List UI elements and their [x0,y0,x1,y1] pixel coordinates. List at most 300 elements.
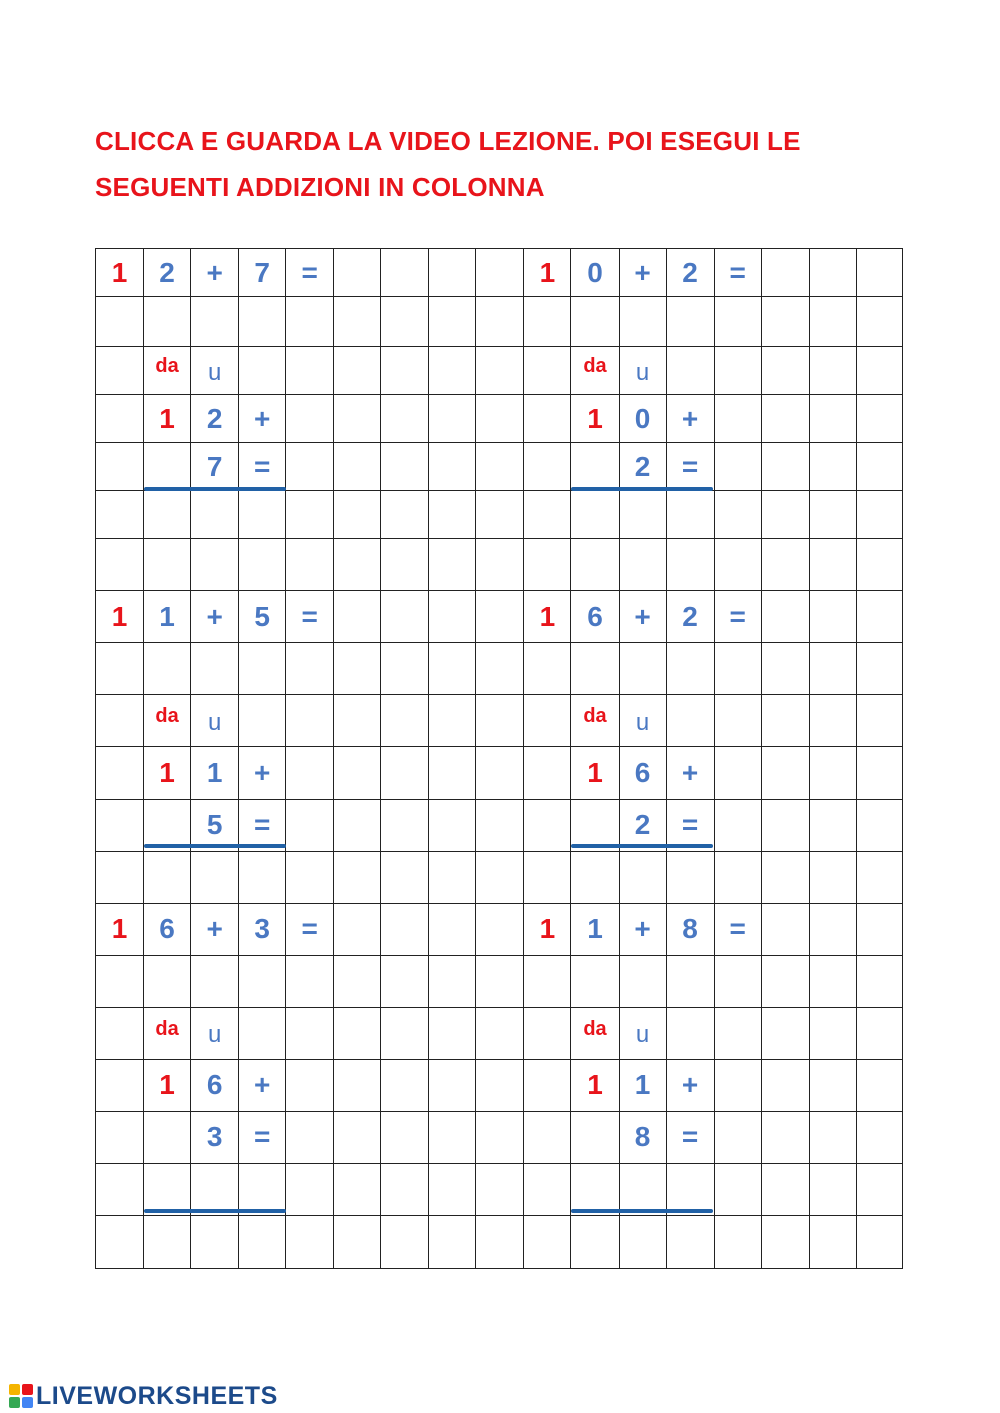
grid-cell [714,347,761,395]
tens-column-label: da [571,695,619,747]
grid-cell [856,491,902,539]
grid-cell [381,747,429,799]
grid-cell [429,491,476,539]
grid-cell [381,1215,429,1268]
grid-cell [239,851,286,903]
grid-cell [619,643,666,695]
answer-tens-cell[interactable] [571,1163,619,1215]
answer-cell[interactable] [381,249,429,297]
grid-cell [334,1059,381,1111]
equation-units-digit: 6 [571,591,619,643]
grid-cell [429,1163,476,1215]
grid-row [96,491,903,539]
grid-cell [524,297,571,347]
grid-cell [381,347,429,395]
grid-cell [761,297,809,347]
grid-row [96,539,903,591]
grid-cell [286,347,334,395]
grid-cell [476,1215,524,1268]
equation-addend: 5 [239,591,286,643]
grid-cell [856,1007,902,1059]
instructions-line-1: CLICCA E GUARDA LA VIDEO LEZIONE. POI ESEGUI LE [95,126,801,156]
grid-cell [381,1007,429,1059]
answer-units-cell[interactable] [191,1163,239,1215]
grid-cell [239,491,286,539]
column-tens-digit: 1 [144,1059,191,1111]
grid-cell [476,539,524,591]
grid-cell [809,1163,856,1215]
grid-cell [714,955,761,1007]
answer-tens-cell[interactable] [571,851,619,903]
grid-cell [714,1007,761,1059]
grid-cell [429,395,476,443]
grid-cell [381,851,429,903]
answer-units-cell[interactable] [191,491,239,539]
grid-cell [714,539,761,591]
grid-cell [429,1007,476,1059]
plus-sign: + [191,903,239,955]
grid-cell [96,955,144,1007]
grid-cell [856,1215,902,1268]
plus-sign: + [619,249,666,297]
grid-cell [524,1007,571,1059]
grid-cell [476,1007,524,1059]
grid-cell [571,643,619,695]
grid-cell [761,955,809,1007]
grid-cell [476,491,524,539]
grid-cell [476,903,524,955]
equation-addend: 3 [239,903,286,955]
grid-cell [809,443,856,491]
equals-sign: = [714,903,761,955]
equals-sign: = [239,799,286,851]
grid-cell [476,347,524,395]
grid-cell [524,1111,571,1163]
grid-cell [809,1007,856,1059]
grid-cell [381,1163,429,1215]
grid-cell [524,1163,571,1215]
grid-row [96,851,903,903]
grid-cell [761,1111,809,1163]
column-units-digit: 6 [191,1059,239,1111]
grid-cell [96,1163,144,1215]
equals-sign: = [239,443,286,491]
grid-cell [476,395,524,443]
grid-cell [334,643,381,695]
column-units-digit: 6 [619,747,666,799]
column-units-digit: 2 [191,395,239,443]
equation-tens-digit: 1 [524,903,571,955]
sum-underline [144,844,286,848]
grid-cell [334,539,381,591]
grid-cell [239,539,286,591]
grid-cell [666,539,714,591]
grid-cell [619,1215,666,1268]
grid-row [96,347,903,395]
equation-addend: 2 [666,591,714,643]
grid-row [96,443,903,491]
grid-row [96,695,903,747]
grid-cell [191,955,239,1007]
grid-cell [381,491,429,539]
answer-cell[interactable] [334,249,381,297]
grid-cell [429,1215,476,1268]
grid-cell [96,747,144,799]
answer-cell[interactable] [856,903,902,955]
equals-sign: = [666,1111,714,1163]
grid-cell [334,851,381,903]
grid-cell [429,443,476,491]
column-units-digit: 0 [619,395,666,443]
grid-cell [286,297,334,347]
grid-cell [239,643,286,695]
grid-cell [809,395,856,443]
answer-cell[interactable] [429,903,476,955]
grid-cell [666,491,714,539]
grid-cell [96,491,144,539]
grid-cell [286,1215,334,1268]
grid-cell [761,539,809,591]
grid-cell [524,955,571,1007]
equals-sign: = [286,591,334,643]
grid-cell [96,1111,144,1163]
equation-units-digit: 6 [144,903,191,955]
grid-cell [286,539,334,591]
grid-cell [191,297,239,347]
grid-cell [334,395,381,443]
column-tens-digit: 1 [571,1059,619,1111]
instructions-line-2: SEGUENTI ADDIZIONI IN COLONNA [95,172,545,202]
grid-cell [429,799,476,851]
grid-cell [761,443,809,491]
grid-cell [476,955,524,1007]
grid-cell [286,851,334,903]
equation-addend: 7 [239,249,286,297]
grid-cell [809,297,856,347]
grid-cell [714,1059,761,1111]
grid-cell [714,1163,761,1215]
tens-column-label: da [571,347,619,395]
grid-cell [809,491,856,539]
plus-sign: + [666,395,714,443]
grid-cell [666,643,714,695]
grid-cell [856,297,902,347]
grid-cell [476,1163,524,1215]
answer-units-cell[interactable] [619,1163,666,1215]
grid-cell [239,1007,286,1059]
answer-cell[interactable] [429,249,476,297]
grid-cell [476,591,524,643]
plus-sign: + [666,1059,714,1111]
sum-underline [144,487,286,491]
equals-sign: = [714,591,761,643]
column-addend-digit: 7 [191,443,239,491]
equals-sign: = [239,1111,286,1163]
grid-cell [191,1215,239,1268]
column-addend-digit: 2 [619,443,666,491]
grid-cell [144,955,191,1007]
grid-cell [429,1059,476,1111]
plus-sign: + [239,747,286,799]
grid-cell [239,1215,286,1268]
grid-cell [334,747,381,799]
equation-units-digit: 0 [571,249,619,297]
answer-cell[interactable] [809,249,856,297]
grid-cell [619,539,666,591]
grid-cell [619,955,666,1007]
grid-cell [239,347,286,395]
grid-cell [286,955,334,1007]
grid-cell [856,395,902,443]
plus-sign: + [239,395,286,443]
grid-cell [476,443,524,491]
grid-cell [476,643,524,695]
answer-cell[interactable] [429,591,476,643]
grid-cell [334,1215,381,1268]
grid-cell [239,297,286,347]
grid-cell [144,443,191,491]
grid-cell [524,643,571,695]
answer-units-cell[interactable] [619,851,666,903]
liveworksheets-logo-icon [8,1383,34,1409]
plus-sign: + [666,747,714,799]
grid-cell [714,1215,761,1268]
grid-cell [144,1215,191,1268]
grid-cell [429,1111,476,1163]
grid-cell [334,297,381,347]
grid-cell [334,695,381,747]
grid-cell [809,747,856,799]
grid-cell [571,443,619,491]
column-tens-digit: 1 [571,747,619,799]
grid-cell [381,799,429,851]
column-tens-digit: 1 [144,747,191,799]
grid-cell [809,1215,856,1268]
grid-cell [96,851,144,903]
grid-cell [524,1215,571,1268]
column-units-digit: 1 [191,747,239,799]
grid-cell [761,1007,809,1059]
units-column-label: u [191,1007,239,1059]
grid-cell [96,695,144,747]
grid-cell [761,851,809,903]
grid-cell [761,347,809,395]
grid-cell [429,643,476,695]
grid-cell [761,1215,809,1268]
column-addend-digit: 3 [191,1111,239,1163]
grid-cell [239,695,286,747]
equation-tens-digit: 1 [96,249,144,297]
grid-row [96,1163,903,1215]
instructions-heading [95,118,915,210]
grid-row [96,591,903,643]
grid-cell [524,799,571,851]
grid-cell [524,395,571,443]
grid-cell [714,643,761,695]
grid-cell [524,491,571,539]
equation-addend: 8 [666,903,714,955]
column-addend-digit: 2 [619,799,666,851]
grid-cell [286,799,334,851]
grid-cell [429,297,476,347]
grid-cell [144,297,191,347]
plus-sign: + [619,591,666,643]
answer-cell[interactable] [761,591,809,643]
grid-cell [96,1007,144,1059]
grid-cell [761,643,809,695]
grid-cell [809,1111,856,1163]
plus-sign: + [619,903,666,955]
grid-cell [714,395,761,443]
grid-cell [856,643,902,695]
answer-cell[interactable] [334,903,381,955]
answer-tens-cell[interactable] [571,491,619,539]
grid-cell [429,695,476,747]
grid-cell [96,347,144,395]
grid-cell [714,695,761,747]
answer-tens-cell[interactable] [144,1163,191,1215]
grid-cell [429,851,476,903]
grid-cell [809,695,856,747]
grid-cell [761,747,809,799]
grid-cell [476,1059,524,1111]
answer-units-cell[interactable] [619,491,666,539]
grid-row [96,747,903,799]
equals-sign: = [714,249,761,297]
grid-cell [144,1111,191,1163]
grid-cell [381,539,429,591]
grid-cell [809,955,856,1007]
answer-tens-cell[interactable] [144,491,191,539]
grid-cell [856,799,902,851]
grid-cell [286,747,334,799]
grid-row [96,297,903,347]
grid-cell [96,643,144,695]
grid-cell [96,539,144,591]
answer-cell[interactable] [856,591,902,643]
grid-cell [191,643,239,695]
grid-cell [286,443,334,491]
grid-cell [524,1059,571,1111]
answer-cell[interactable] [381,591,429,643]
column-units-digit: 1 [619,1059,666,1111]
grid-cell [809,1059,856,1111]
grid-cell [286,395,334,443]
grid-cell [571,297,619,347]
grid-cell [714,443,761,491]
answer-cell[interactable] [761,903,809,955]
column-addend-digit: 8 [619,1111,666,1163]
answer-tens-cell[interactable] [144,851,191,903]
units-column-label: u [191,347,239,395]
grid-cell [856,747,902,799]
grid-cell [856,539,902,591]
grid-cell [191,539,239,591]
equation-tens-digit: 1 [524,591,571,643]
units-column-label: u [619,1007,666,1059]
equals-sign: = [666,799,714,851]
answer-cell[interactable] [809,903,856,955]
grid-cell [761,1163,809,1215]
grid-cell [761,1059,809,1111]
grid-cell [96,443,144,491]
equals-sign: = [286,249,334,297]
grid-cell [666,955,714,1007]
units-column-label: u [619,695,666,747]
grid-cell [666,851,714,903]
grid-cell [761,395,809,443]
worksheet-grid [95,248,903,1269]
grid-cell [761,695,809,747]
grid-cell [571,1111,619,1163]
grid-cell [856,1111,902,1163]
answer-cell[interactable] [761,249,809,297]
grid-cell [144,643,191,695]
grid-cell [286,643,334,695]
grid-row [96,1215,903,1268]
grid-cell [381,443,429,491]
equals-sign: = [666,443,714,491]
grid-row [96,643,903,695]
grid-cell [524,443,571,491]
grid-cell [809,347,856,395]
plus-sign: + [191,249,239,297]
grid-cell [666,695,714,747]
equation-addend: 2 [666,249,714,297]
equation-tens-digit: 1 [524,249,571,297]
grid-cell [334,491,381,539]
brand-name: LIVEWORKSHEETS [36,1381,278,1410]
footer-brand [8,1382,278,1410]
column-tens-digit: 1 [571,395,619,443]
grid-row [96,395,903,443]
grid-cell [571,955,619,1007]
answer-cell[interactable] [381,903,429,955]
answer-units-cell[interactable] [191,851,239,903]
equation-tens-digit: 1 [96,903,144,955]
grid-cell [239,955,286,1007]
grid-row [96,1007,903,1059]
sum-underline [571,487,713,491]
grid-cell [571,539,619,591]
grid-cell [476,851,524,903]
sum-underline [571,844,713,848]
plus-sign: + [191,591,239,643]
grid-cell [286,1059,334,1111]
grid-row [96,1111,903,1163]
equation-units-digit: 2 [144,249,191,297]
grid-cell [476,1111,524,1163]
grid-cell [666,1215,714,1268]
grid-cell [856,851,902,903]
answer-cell[interactable] [856,249,902,297]
grid-cell [476,695,524,747]
grid-cell [809,643,856,695]
grid-cell [856,443,902,491]
answer-cell[interactable] [334,591,381,643]
grid-cell [381,955,429,1007]
answer-cell[interactable] [809,591,856,643]
grid-cell [286,1111,334,1163]
grid-cell [381,297,429,347]
grid-cell [761,799,809,851]
grid-cell [334,443,381,491]
grid-cell [476,799,524,851]
grid-cell [381,695,429,747]
units-column-label: u [191,695,239,747]
grid-cell [666,1163,714,1215]
grid-cell [334,1163,381,1215]
